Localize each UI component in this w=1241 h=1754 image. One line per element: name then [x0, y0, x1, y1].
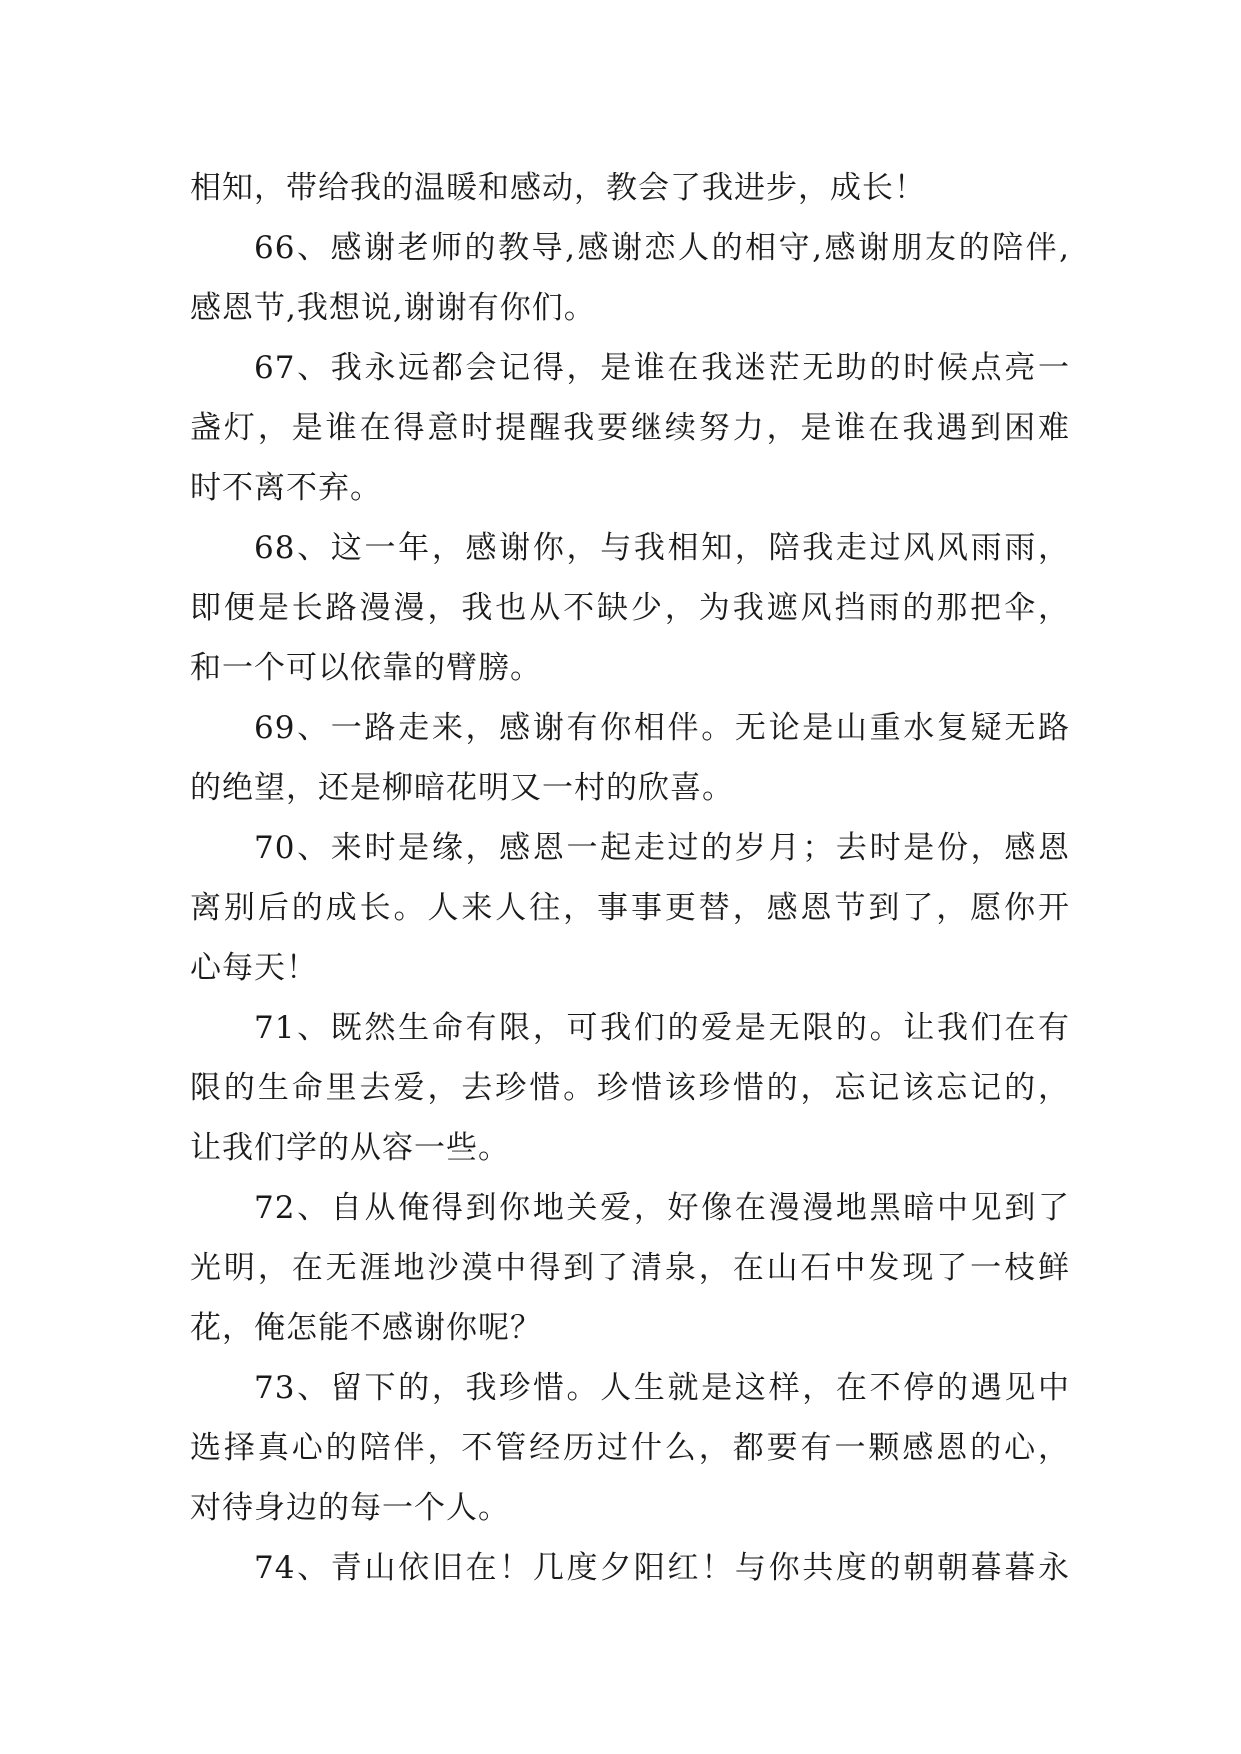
text-line: 67、我永远都会记得，是谁在我迷茫无助的时候点亮一 — [254, 350, 1070, 386]
text-line: 即便是长路漫漫，我也从不缺少，为我遮风挡雨的那把伞， — [190, 590, 1070, 626]
text-line: 68、这一年，感谢你，与我相知，陪我走过风风雨雨， — [254, 530, 1070, 566]
text-line: 的绝望，还是柳暗花明又一村的欣喜。 — [190, 770, 734, 806]
paragraph-continuation — [190, 158, 1070, 218]
paragraph-70 — [190, 818, 1070, 998]
text-line: 相知，带给我的温暖和感动，教会了我进步，成长！ — [190, 170, 926, 206]
text-line: 69、一路走来，感谢有你相伴。无论是山重水复疑无路 — [254, 710, 1070, 746]
paragraph-68 — [190, 518, 1070, 698]
text-line: 对待身边的每一个人。 — [190, 1490, 510, 1526]
paragraph-73 — [190, 1358, 1070, 1538]
text-line: 让我们学的从容一些。 — [190, 1130, 510, 1166]
text-line: 感恩节,我想说,谢谢有你们。 — [190, 290, 596, 326]
text-line: 66、感谢老师的教导,感谢恋人的相守,感谢朋友的陪伴, — [254, 230, 1070, 266]
paragraph-74 — [190, 1538, 1070, 1598]
text-line: 73、留下的，我珍惜。人生就是这样，在不停的遇见中 — [254, 1370, 1070, 1406]
text-line: 选择真心的陪伴，不管经历过什么，都要有一颗感恩的心， — [190, 1430, 1070, 1466]
text-line: 离别后的成长。人来人往，事事更替，感恩节到了，愿你开 — [190, 890, 1070, 926]
text-line: 74、青山依旧在！几度夕阳红！与你共度的朝朝暮暮永 — [254, 1550, 1070, 1586]
text-line: 时不离不弃。 — [190, 470, 382, 506]
paragraph-72 — [190, 1178, 1070, 1358]
text-line: 71、既然生命有限，可我们的爱是无限的。让我们在有 — [254, 1010, 1070, 1046]
text-line: 72、自从俺得到你地关爱，好像在漫漫地黑暗中见到了 — [254, 1190, 1070, 1226]
text-line: 盏灯，是谁在得意时提醒我要继续努力，是谁在我遇到困难 — [190, 410, 1070, 446]
paragraph-69 — [190, 698, 1070, 818]
paragraph-67 — [190, 338, 1070, 518]
text-line: 光明，在无涯地沙漠中得到了清泉，在山石中发现了一枝鲜 — [190, 1250, 1070, 1286]
document-body — [190, 158, 1070, 1598]
paragraph-66 — [190, 218, 1070, 338]
text-line: 心每天！ — [190, 950, 318, 986]
text-line: 和一个可以依靠的臂膀。 — [190, 650, 542, 686]
text-line: 70、来时是缘，感恩一起走过的岁月；去时是份，感恩 — [254, 830, 1070, 866]
text-line: 限的生命里去爱，去珍惜。珍惜该珍惜的，忘记该忘记的， — [190, 1070, 1070, 1106]
paragraph-71 — [190, 998, 1070, 1178]
text-line: 花，俺怎能不感谢你呢？ — [190, 1310, 542, 1346]
